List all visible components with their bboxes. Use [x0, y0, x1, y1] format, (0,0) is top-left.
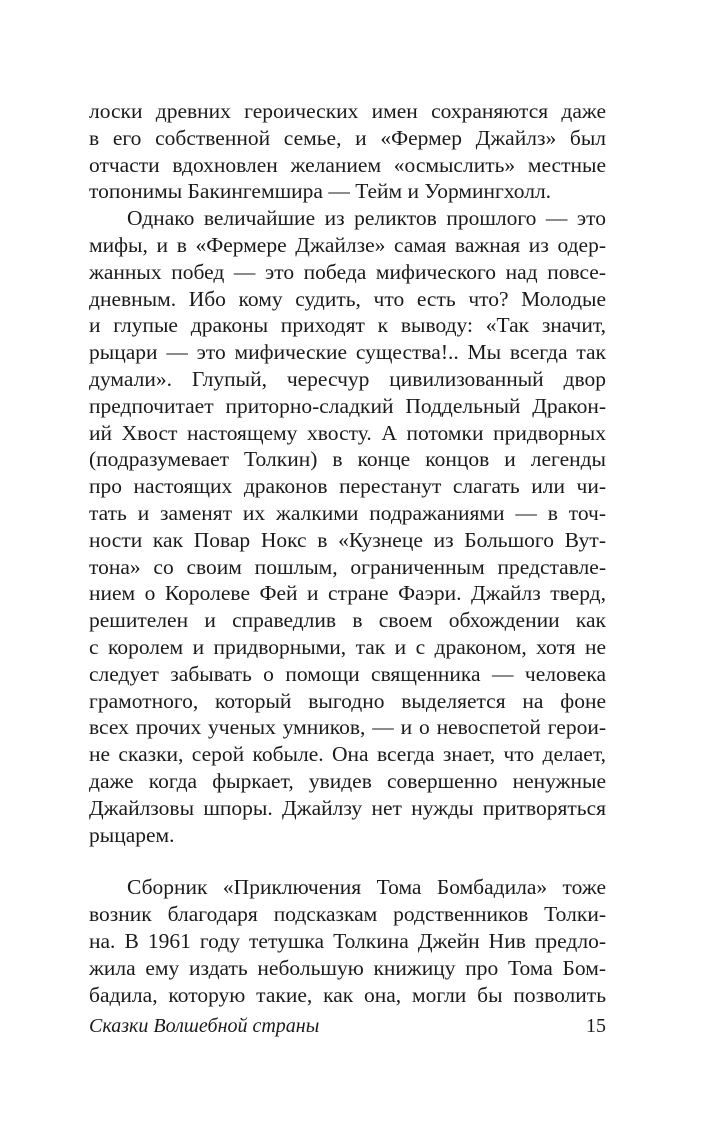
- paragraph-gap: [89, 848, 606, 874]
- text-line: следует забывать о помощи священника — человека: [89, 661, 606, 686]
- text-line: возник благодаря подсказкам родственников Толки-: [89, 902, 606, 927]
- text-line: на. В 1961 году тетушка Толкина Джейн Нив предло-: [89, 928, 606, 953]
- text-line: предпочитает приторно-сладкий Поддельный Дракон-: [89, 393, 606, 418]
- text-line: бадила, которую такие, как она, могли бы позволить: [89, 982, 606, 1007]
- text-line: ий Хвост настоящему хвосту. А потомки придворных: [89, 420, 606, 445]
- text-line: отчасти вдохновлен желанием «осмыслить» местные: [89, 152, 606, 177]
- paragraph-2: [89, 205, 606, 848]
- text-line: и глупые драконы приходят к выводу: «Так значит,: [89, 313, 606, 338]
- page-body: [89, 98, 606, 1008]
- text-line: мифы, и в «Фермере Джайлзе» самая важная из одер-: [89, 232, 606, 257]
- text-line: с королем и придворными, так и с драконом, хотя не: [89, 634, 606, 659]
- text-line: думали». Глупый, чересчур цивилизованный двор: [89, 366, 606, 391]
- text-line: жанных побед — это победа мифического над повсе-: [89, 259, 606, 284]
- running-title: Сказки Волшебной страны: [89, 1015, 320, 1037]
- page-footer: [89, 1013, 606, 1039]
- paragraph-3: [89, 874, 606, 1008]
- text-line: тать и заменят их жалкими подражаниями — в точ-: [89, 500, 606, 525]
- text-line: Джайлзовы шпоры. Джайлзу нет нужды притворяться: [89, 795, 606, 820]
- text-line: тона» со своим пошлым, ограниченным представле-: [89, 554, 606, 579]
- text-line: дневным. Ибо кому судить, что есть что? Молодые: [89, 286, 606, 311]
- text-line: про настоящих драконов перестанут слагать или чи-: [89, 474, 606, 499]
- text-line: ности как Повар Нокс в «Кузнеце из Большого Вут-: [89, 527, 606, 552]
- text-line: рыцари — это мифические существа!.. Мы всегда так: [89, 340, 606, 365]
- text-line: грамотного, который выгодно выделяется на фоне: [89, 688, 606, 713]
- text-line: Сборник «Приключения Тома Бомбадила» тоже: [127, 875, 606, 900]
- text-line: Однако величайшие из реликтов прошлого — это: [127, 206, 606, 231]
- text-line: нием о Королеве Фей и стране Фаэри. Джайлз тверд,: [89, 581, 606, 606]
- text-line: жила ему издать небольшую книжицу про Тома Бом-: [89, 955, 606, 980]
- text-line: даже когда фыркает, увидев совершенно ненужные: [89, 768, 606, 793]
- text-line: рыцарем.: [89, 822, 175, 847]
- text-line: не сказки, серой кобыле. Она всегда знает, что делает,: [89, 742, 606, 767]
- text-line: в его собственной семье, и «Фермер Джайлз» был: [89, 125, 606, 150]
- paragraph-1: [89, 98, 606, 205]
- text-line: топонимы Бакингемшира — Тейм и Уормингхолл.: [89, 179, 552, 204]
- page-number: 15: [586, 1015, 606, 1037]
- text-line: (подразумевает Толкин) в конце концов и легенды: [89, 447, 606, 472]
- text-line: решителен и справедлив в своем обхождении как: [89, 608, 606, 633]
- text-line: всех прочих ученых умников, — и о невоспетой герои-: [89, 715, 606, 740]
- text-line: лоски древних героических имен сохраняются даже: [89, 99, 606, 123]
